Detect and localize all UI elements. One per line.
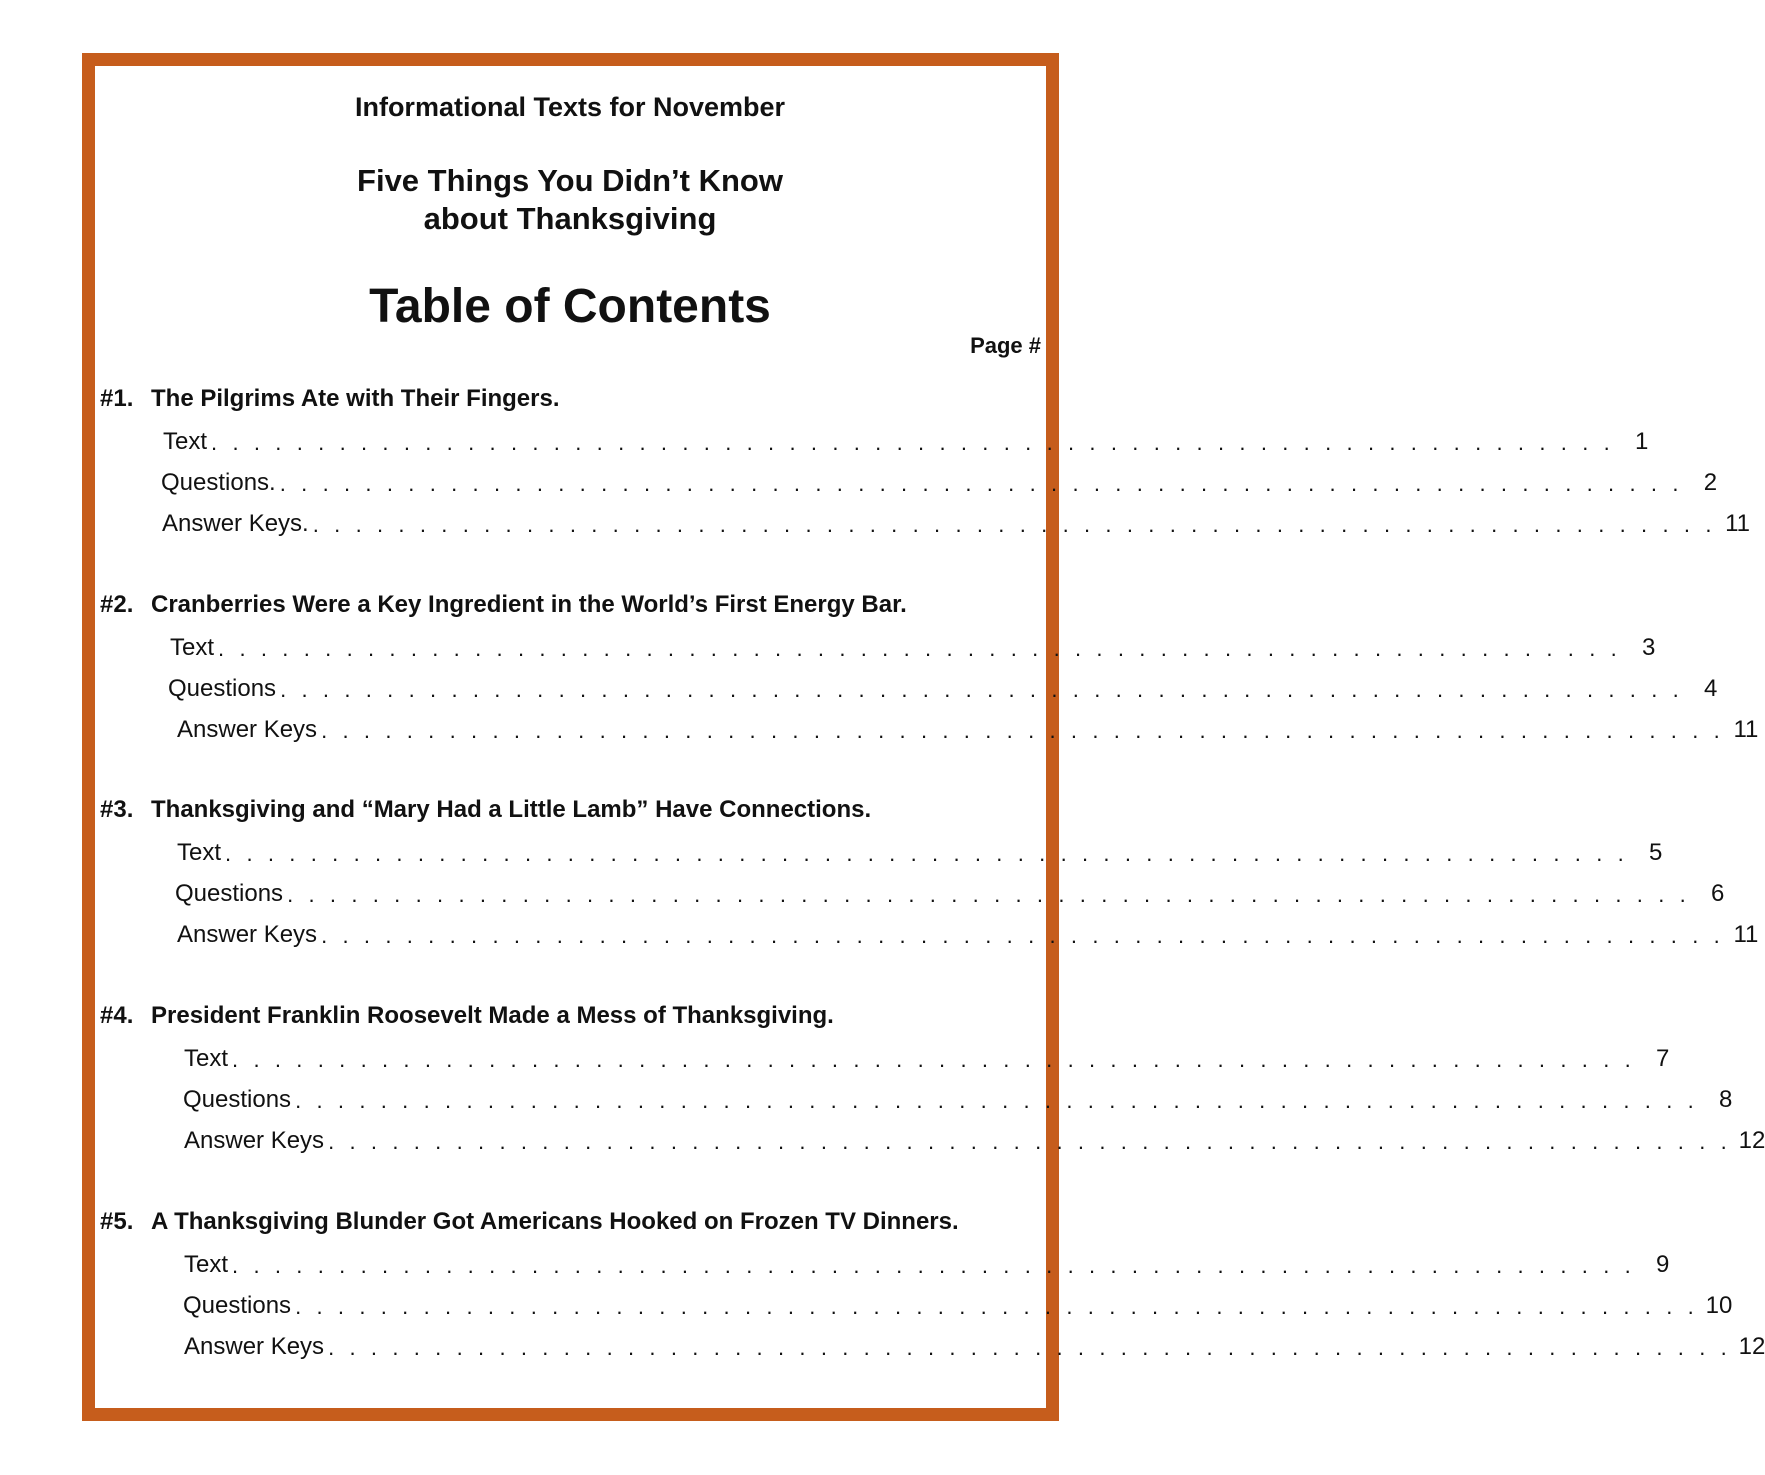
section-number: #4. <box>100 1002 134 1029</box>
entry-page-number: 11 <box>1725 510 1751 537</box>
section-title: Thanksgiving and “Mary Had a Little Lamb” Have Connections. <box>151 796 872 823</box>
section-heading[interactable] <box>100 385 560 413</box>
entry-label: Answer Keys <box>184 1127 325 1154</box>
toc-entry-text[interactable] <box>177 837 1663 867</box>
entry-page-number: 8 <box>1719 1086 1733 1113</box>
toc-entry-text[interactable] <box>163 426 1649 456</box>
dot-leader: . . . . . . . . . . . . . . . . . . . . . . . . . . . . . . . . . . . . . . . . . . . . . . . . . . . . . . . . . . . . . . . . . . <box>312 512 1717 537</box>
entry-page-number: 10 <box>1705 1292 1733 1319</box>
toc-entry-questions[interactable] <box>183 1084 1733 1114</box>
section-title: President Franklin Roosevelt Made a Mess of Thanksgiving. <box>151 1002 834 1029</box>
entry-label: Text <box>177 839 222 866</box>
toc-entry-answer-keys[interactable] <box>177 714 1759 744</box>
section-title: A Thanksgiving Blunder Got Americans Hooked on Frozen TV Dinners. <box>151 1208 959 1235</box>
dot-leader: . . . . . . . . . . . . . . . . . . . . . . . . . . . . . . . . . . . . . . . . . . . . . . . . . . . . . . . . . . . . . . . . . . <box>321 718 1725 743</box>
entry-label: Questions <box>183 1292 292 1319</box>
toc-entry-text[interactable] <box>184 1249 1670 1279</box>
entry-label: Answer Keys <box>177 921 318 948</box>
section-number: #1. <box>100 385 134 412</box>
entry-label: Questions. <box>161 469 276 496</box>
dot-leader: . . . . . . . . . . . . . . . . . . . . . . . . . . . . . . . . . . . . . . . . . . . . . . . . . . . . . . . . . . . . . . . . . . <box>328 1129 1732 1154</box>
entry-label: Answer Keys <box>177 716 318 743</box>
toc-entry-answer-keys[interactable] <box>177 919 1759 949</box>
entry-page-number: 4 <box>1704 675 1718 702</box>
section-heading[interactable] <box>100 796 871 824</box>
dot-leader: . . . . . . . . . . . . . . . . . . . . . . . . . . . . . . . . . . . . . . . . . . . . . . . . . . . . . . . . . . . . . . . . . . <box>295 1294 1699 1319</box>
entry-page-number: 1 <box>1634 428 1649 455</box>
toc-entry-questions[interactable] <box>183 1290 1733 1320</box>
document-title <box>0 162 1140 238</box>
page-column-header: Page # <box>970 333 1041 358</box>
entry-label: Answer Keys. <box>162 510 309 537</box>
section-heading[interactable] <box>100 1208 959 1236</box>
entry-label: Text <box>170 634 215 661</box>
toc-entry-answer-keys[interactable] <box>162 508 1751 538</box>
toc-entry-answer-keys[interactable] <box>184 1331 1765 1361</box>
toc-entry-answer-keys[interactable] <box>184 1125 1765 1155</box>
entry-page-number: 9 <box>1655 1251 1670 1278</box>
entry-label: Text <box>184 1251 229 1278</box>
entry-label: Questions <box>183 1086 292 1113</box>
toc-entry-questions[interactable] <box>175 878 1725 908</box>
entry-page-number: 12 <box>1738 1127 1765 1154</box>
dot-leader: . . . . . . . . . . . . . . . . . . . . . . . . . . . . . . . . . . . . . . . . . . . . . . . . . . . . . . . . . . . . . . . . . . <box>279 471 1684 496</box>
dot-leader: . . . . . . . . . . . . . . . . . . . . . . . . . . . . . . . . . . . . . . . . . . . . . . . . . . . . . . . . . . . . . . . . . . <box>232 1253 1636 1278</box>
section-title: The Pilgrims Ate with Their Fingers. <box>151 385 560 412</box>
dot-leader: . . . . . . . . . . . . . . . . . . . . . . . . . . . . . . . . . . . . . . . . . . . . . . . . . . . . . . . . . . . . . . . . . . <box>280 677 1684 702</box>
dot-leader: . . . . . . . . . . . . . . . . . . . . . . . . . . . . . . . . . . . . . . . . . . . . . . . . . . . . . . . . . . . . . . . . . . <box>232 1047 1636 1072</box>
toc-entry-questions[interactable] <box>168 673 1718 703</box>
document-subtitle: Informational Texts for November <box>354 92 786 122</box>
dot-leader: . . . . . . . . . . . . . . . . . . . . . . . . . . . . . . . . . . . . . . . . . . . . . . . . . . . . . . . . . . . . . . . . . . <box>225 841 1629 866</box>
dot-leader: . . . . . . . . . . . . . . . . . . . . . . . . . . . . . . . . . . . . . . . . . . . . . . . . . . . . . . . . . . . . . . . . . . <box>287 882 1691 907</box>
entry-page-number: 6 <box>1711 880 1725 907</box>
entry-label: Answer Keys <box>184 1333 325 1360</box>
section-number: #2. <box>100 591 134 618</box>
section-title: Cranberries Were a Key Ingredient in the World’s First Energy Bar. <box>151 591 907 618</box>
section-heading[interactable] <box>100 1002 834 1030</box>
section-number: #3. <box>100 796 134 823</box>
entry-label: Text <box>184 1045 229 1072</box>
dot-leader: . . . . . . . . . . . . . . . . . . . . . . . . . . . . . . . . . . . . . . . . . . . . . . . . . . . . . . . . . . . . . . . . . . <box>218 636 1622 661</box>
entry-page-number: 5 <box>1648 839 1663 866</box>
document-title-line-2: about Thanksgiving <box>423 201 717 236</box>
section-number: #5. <box>100 1208 134 1235</box>
toc-entry-questions[interactable] <box>161 467 1718 497</box>
dot-leader: . . . . . . . . . . . . . . . . . . . . . . . . . . . . . . . . . . . . . . . . . . . . . . . . . . . . . . . . . . . . . . . . . . <box>328 1335 1732 1360</box>
entry-label: Text <box>163 428 208 455</box>
entry-page-number: 3 <box>1641 634 1656 661</box>
section-heading[interactable] <box>100 591 907 619</box>
document-title-line-1: Five Things You Didn’t Know <box>357 163 783 198</box>
toc-entry-text[interactable] <box>184 1043 1670 1073</box>
toc-entry-text[interactable] <box>170 632 1656 662</box>
entry-page-number: 7 <box>1655 1045 1670 1072</box>
toc-title: Table of Contents <box>369 280 771 333</box>
dot-leader: . . . . . . . . . . . . . . . . . . . . . . . . . . . . . . . . . . . . . . . . . . . . . . . . . . . . . . . . . . . . . . . . . . <box>321 923 1725 948</box>
entry-page-number: 12 <box>1738 1333 1765 1360</box>
entry-page-number: 11 <box>1733 921 1759 948</box>
dot-leader: . . . . . . . . . . . . . . . . . . . . . . . . . . . . . . . . . . . . . . . . . . . . . . . . . . . . . . . . . . . . . . . . . . <box>295 1088 1699 1113</box>
entry-label: Questions <box>175 880 284 907</box>
dot-leader: . . . . . . . . . . . . . . . . . . . . . . . . . . . . . . . . . . . . . . . . . . . . . . . . . . . . . . . . . . . . . . . . . . <box>211 430 1615 455</box>
entry-label: Questions <box>168 675 277 702</box>
entry-page-number: 2 <box>1703 469 1718 496</box>
entry-page-number: 11 <box>1733 716 1759 743</box>
